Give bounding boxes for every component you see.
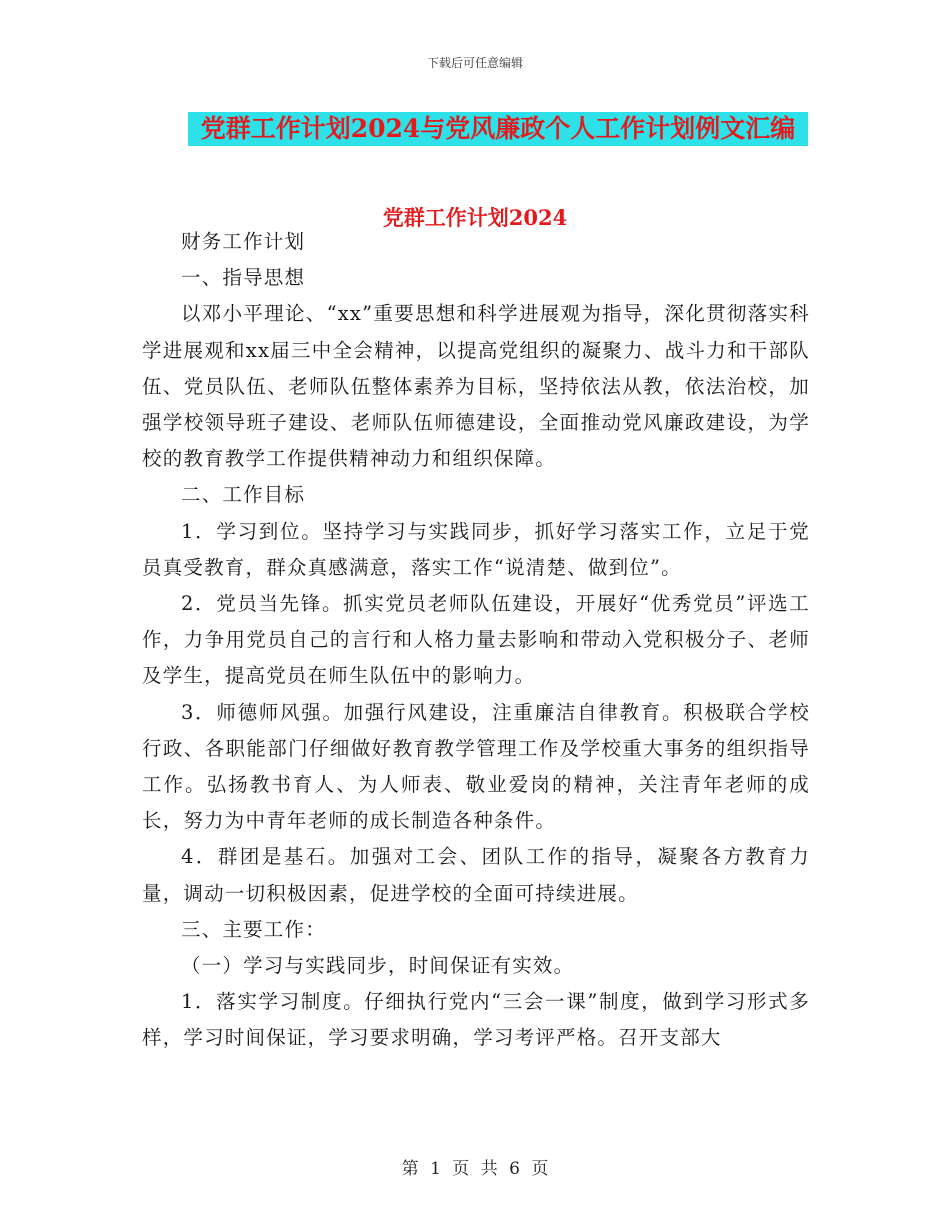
paragraph-goal-2: 2．党员当先锋。抓实党员老师队伍建设，开展好“优秀党员”评选工作，力争用党员自己的言行和人格力量去影响和带动入党积极分子、老师及学生，提高党员在师生队伍中的影响力。 [142,592,810,688]
page-number-footer: 第 1 页 共 6 页 [401,1159,549,1179]
page-header-note: 下载后可任意编辑 [426,56,523,70]
paragraph-goal-4: 4．群团是基石。加强对工会、团队工作的指导，凝聚各方教育力量，调动一切积极因素，促进学校的全面可持续进展。 [142,845,810,905]
paragraph-study-system: 1．落实学习制度。仔细执行党内“三会一课”制度，做到学习形式多样，学习时间保证，学习要求明确，学习考评严格。召开支部大 [142,990,810,1050]
paragraph-goal-3: 3．师德师风强。加强行风建设，注重廉洁自律教育。积极联合学校行政、各职能部门仔细做好教育教学管理工作及学校重大事务的组织指导工作。弘扬教书育人、为人师表、敬业爱岗的精神，关注青年老师的成长，努力为中青年老师的成长制造各种条件。 [142,700,810,833]
paragraph-guiding-ideology: 以邓小平理论、“xx”重要思想和科学进展观为指导，深化贯彻落实科学进展观和xx届三中全会精神，以提高党组织的凝聚力、战斗力和干部队伍、党员队伍、老师队伍整体素养为目标，坚持依法从教，依法治校，加强学校领导班子建设、老师队伍师德建设，全面推动党风廉政建设，为学校的教育教学工作提供精神动力和组织保障。 [142,302,810,471]
document-title: 党群工作计划2024与党风廉政个人工作计划例文汇编 [188,112,808,146]
document-body [142,220,810,1057]
paragraph-plan-name: 财务工作计划 [181,230,306,253]
subheading-study-practice: （一）学习与实践同步，时间保证有实效。 [181,954,575,978]
heading-main-work: 三、主要工作： [181,917,326,941]
section-title: 党群工作计划2024 [382,205,568,230]
heading-work-goals: 二、工作目标 [181,483,306,507]
heading-guiding-ideology: 一、指导思想 [181,266,306,290]
paragraph-goal-1: 1．学习到位。坚持学习与实践同步，抓好学习落实工作，立足于党员真受教育，群众真感满意，落实工作“说清楚、做到位”。 [142,519,810,579]
